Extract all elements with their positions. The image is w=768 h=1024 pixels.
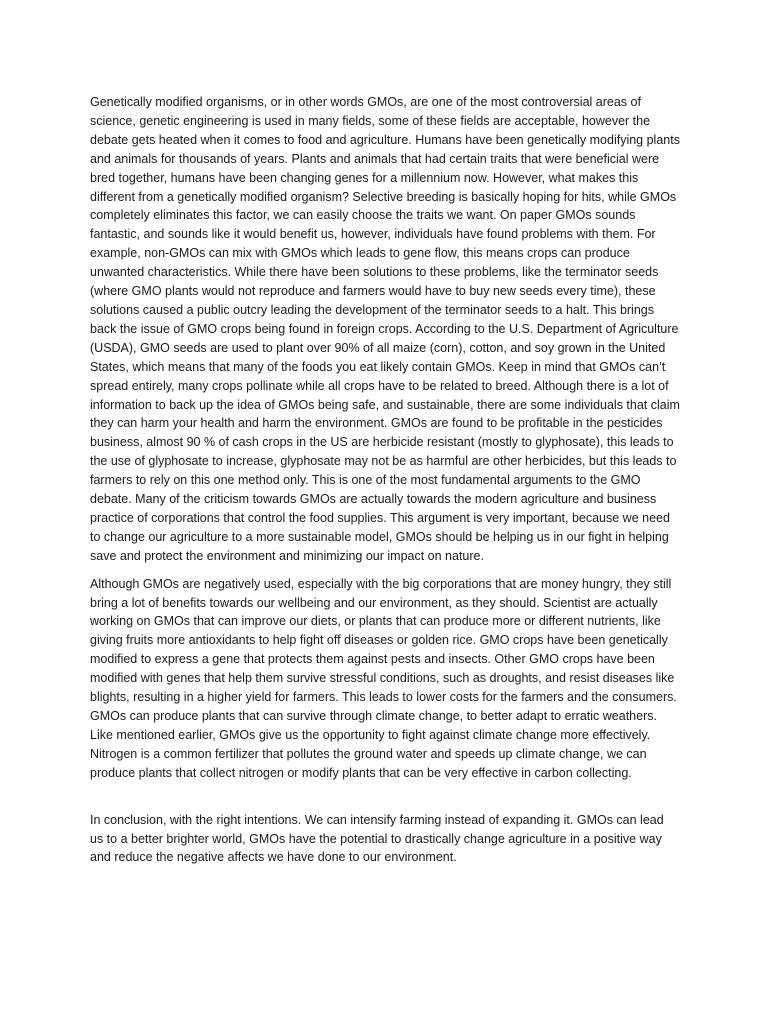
document-body [90, 93, 680, 867]
paragraph-conclusion: In conclusion, with the right intentions. We can intensify farming instead of expanding it. GMOs can lead us to a better brighter world, GMOs have the potential to drastically change agriculture in a positive way and reduce the negative affects we have done to our environment. [90, 812, 664, 865]
paragraph-benefits: Although GMOs are negatively used, especially with the big corporations that are money hungry, they still bring a lot of benefits towards our wellbeing and our environment, as they should. Scientist are actually working on GMOs that can improve our diets, or plants that can produce more or different nutrients, like giving fruits more antioxidants to help fight off diseases or golden rice. GMO crops have been genetically modified to express a gene that protects them against pests and insects. Other GMO crops have been modified with genes that help them survive stressful conditions, such as droughts, and resist diseases like blights, resulting in a higher yield for farmers. This leads to lower costs for the farmers and the consumers. GMOs can produce plants that can survive through climate change, to better adapt to erratic weathers. Like mentioned earlier, GMOs give us the opportunity to fight against climate change more effectively. Nitrogen is a common fertilizer that pollutes the ground water and speeds up climate change, we can produce plants that collect nitrogen or modify plants that can be very effective in carbon collecting. [90, 576, 677, 780]
paragraph-intro: Genetically modified organisms, or in other words GMOs, are one of the most controversial areas of science, genetic engineering is used in many fields, some of these fields are acceptable, however the debate gets heated when it comes to food and agriculture. Humans have been genetically modifying plants and animals for thousands of years. Plants and animals that had certain traits that were beneficial were bred together, humans have been changing genes for a millennium now. However, what makes this different from a genetically modified organism? Selective breeding is basically hoping for hits, while GMOs completely eliminates this factor, we can easily choose the traits we want. On paper GMOs sounds fantastic, and sounds like it would benefit us, however, individuals have found problems with them. For example, non-GMOs can mix with GMOs which leads to gene flow, this means crops can produce unwanted characteristics. While there have been solutions to these problems, like the terminator seeds (where GMO plants would not reproduce and farmers would have to buy new seeds every time), these solutions caused a public outcry leading the development of the terminator seeds to a halt. This brings back the issue of GMO crops being found in foreign crops. According to the U.S. Department of Agriculture (USDA), GMO seeds are used to plant over 90% of all maize (corn), cotton, and soy grown in the United States, which means that many of the foods you eat likely contain GMOs. Keep in mind that GMOs can’t spread entirely, many crops pollinate while all crops have to be related to breed. Although there is a lot of information to back up the idea of GMOs being safe, and sustainable, there are some individuals that claim they can harm your health and harm the environment. GMOs are found to be profitable in the pesticides business, almost 90 % of cash crops in the US are herbicide resistant (mostly to glyphosate), this leads to the use of glyphosate to increase, glyphosate may not be as harmful are other herbicides, but this leads to farmers to rely on this one method only. This is one of the most fundamental arguments to the GMO debate. Many of the criticism towards GMOs are actually towards the modern agriculture and business practice of corporations that control the food supplies. This argument is very important, because we need to change our agriculture to a more sustainable model, GMOs should be helping us in our fight in helping save and protect the environment and minimizing our impact on nature. [90, 95, 680, 563]
